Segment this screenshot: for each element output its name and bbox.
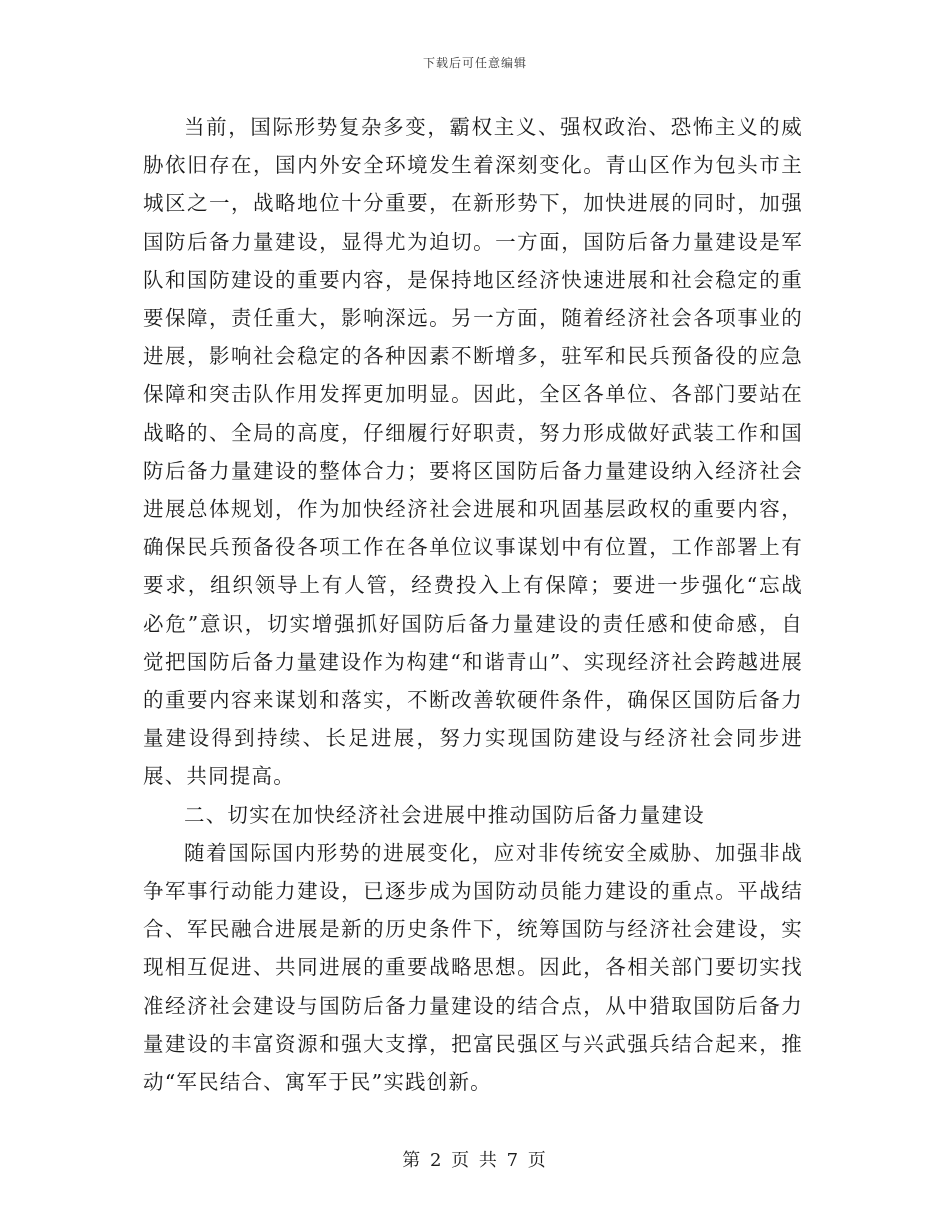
document-body (143, 108, 803, 1101)
section-heading: 二、切实在加快经济社会进展中推动国防后备力量建设 (184, 802, 705, 827)
page-number: 第 2 页 共 7 页 (402, 1150, 548, 1171)
body-paragraph: 随着国际国内形势的进展变化，应对非传统安全威胁、加强非战争军事行动能力建设，已逐步成为国防动员能力建设的重点。平战结合、军民融合进展是新的历史条件下，统筹国防与经济社会建设，实现相互促进、共同进展的重要战略思想。因此，各相关部门要切实找准经济社会建设与国防后备力量建设的结合点，从中猎取国防后备力量建设的丰富资源和强大支撑，把富民强区与兴武强兵结合起来，推动“军民结合、寓军于民”实践创新。 (143, 840, 803, 1095)
body-paragraph: 当前，国际形势复杂多变，霸权主义、强权政治、恐怖主义的威胁依旧存在，国内外安全环境发生着深刻变化。青山区作为包头市主城区之一，战略地位十分重要，在新形势下，加快进展的同时，加强国防后备力量建设，显得尤为迫切。一方面，国防后备力量建设是军队和国防建设的重要内容，是保持地区经济快速进展和社会稳定的重要保障，责任重大，影响深远。另一方面，随着经济社会各项事业的进展，影响社会稳定的各种因素不断增多，驻军和民兵预备役的应急保障和突击队作用发挥更加明显。因此，全区各单位、各部门要站在战略的、全局的高度，仔细履行好职责，努力形成做好武装工作和国防后备力量建设的整体合力；要将区国防后备力量建设纳入经济社会进展总体规划，作为加快经济社会进展和巩固基层政权的重要内容，确保民兵预备役各项工作在各单位议事谋划中有位置，工作部署上有要求，组织领导上有人管，经费投入上有保障；要进一步强化“忘战必危”意识，切实增强抓好国防后备力量建设的责任感和使命感，自觉把国防后备力量建设作为构建“和谐青山”、实现经济社会跨越进展的重要内容来谋划和落实，不断改善软硬件条件，确保区国防后备力量建设得到持续、长足进展，努力实现国防建设与经济社会同步进展、共同提高。 (143, 115, 803, 789)
page-header: 下载后可任意编辑 (422, 56, 527, 70)
